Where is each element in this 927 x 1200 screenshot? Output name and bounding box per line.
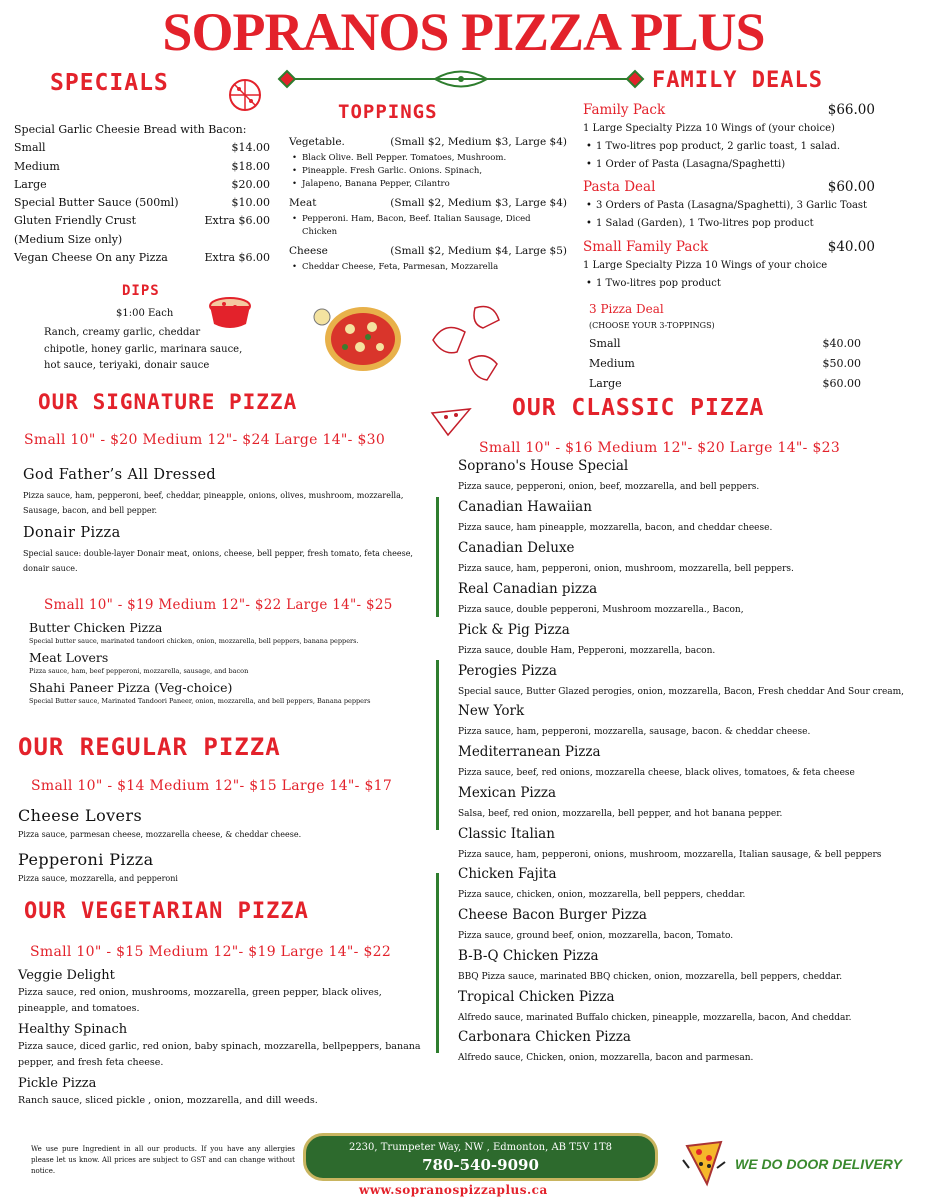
pizza-slice-sketch-icon (430, 407, 472, 437)
pizza-name: Mediterranean Pizza (458, 744, 601, 760)
pizza-illustration (310, 297, 410, 377)
pizza-name: Cheese Bacon Burger Pizza (458, 907, 647, 923)
vegetarian-items (18, 966, 423, 1109)
vegetarian-prices: Small 10" - $15 Medium 12"- $19 Large 14"- $22 (30, 944, 392, 960)
classic-items (458, 457, 913, 1069)
pizza-desc: Pizza sauce, ham, pepperoni, beef, cheddar, pineapple, onions, olives, mushroom, mozzarella, Sausage, bacon, and bell pepper. (23, 491, 404, 515)
deal-header: Family Pack $66.00 (583, 102, 875, 118)
pizza-name: Pepperoni Pizza (18, 850, 154, 869)
pizza-desc: Pizza sauce, ham, beef pepperoni, mozzarella, sausage, and bacon (29, 667, 249, 675)
door-delivery-label: WE DO DOOR DELIVERY (735, 1156, 902, 1172)
pizza-name: Cheese Lovers (18, 806, 143, 825)
pizza-name: Veggie Delight (18, 968, 115, 983)
regular-heading: OUR REGULAR PIZZA (18, 733, 281, 761)
specials-heading: SPECIALS (50, 70, 169, 96)
pizza-name: Healthy Spinach (18, 1022, 128, 1037)
signature-items-1 (23, 465, 428, 576)
pizza-name: Canadian Hawaiian (458, 499, 592, 515)
pizza-desc: Pizza sauce, mozzarella, and pepperoni (18, 874, 178, 883)
specials-row: Small $14.00 (14, 141, 270, 155)
pizza-slices-icon (227, 77, 263, 113)
pizza-desc: Pizza sauce, ham, pepperoni, onions, mushroom, mozzarella, Italian sausage, & bell peppers (458, 850, 882, 860)
pizza-desc: Pizza sauce, double Ham, Pepperoni, mozzarella, bacon. (458, 646, 716, 656)
website-link[interactable]: www.sopranospizzaplus.ca (359, 1183, 548, 1197)
pizza-name: Classic Italian (458, 826, 555, 842)
pizza-desc: Pizza sauce, ham, pepperoni, onion, mushroom, mozzarella, bell peppers. (458, 564, 794, 574)
pizza-desc: Alfredo sauce, marinated Buffalo chicken, pineapple, mozzarella, bacon, And cheddar. (458, 1013, 852, 1023)
green-divider (436, 497, 439, 617)
green-divider (436, 660, 439, 830)
deal-row: Small $40.00 (589, 337, 861, 350)
pizza-name: Carbonara Chicken Pizza (458, 1029, 631, 1045)
pizza-name: Shahi Paneer Pizza (Veg-choice) (29, 680, 233, 695)
pizza-name: Pick & Pig Pizza (458, 622, 570, 638)
classic-prices: Small 10" - $16 Medium 12"- $20 Large 14"- $23 (479, 440, 841, 456)
address-banner (303, 1133, 658, 1181)
signature-items-2 (29, 619, 429, 706)
specials-intro: Special Garlic Cheesie Bread with Bacon: (14, 123, 247, 136)
deal-row: Large $60.00 (589, 377, 861, 390)
specials-list (14, 121, 270, 267)
allergy-disclaimer: We use pure Ingredient in all our products. If you have any allergies please let us know. All prices are subject to GST and can change without notice. (31, 1145, 295, 1175)
green-divider (436, 873, 439, 1053)
pizza-desc: Special Butter sauce, Marinated Tandoori Paneer, onion, mozzarella, and bell peppers, Banana peppers (29, 697, 371, 705)
dips-list: Ranch, creamy garlic, cheddar chipotle, honey garlic, marinara sauce, hot sauce, teriyaki, donair sauce (44, 327, 243, 371)
ornament-divider (275, 64, 647, 94)
brand-title: SOPRANOS PIZZA PLUS (162, 2, 765, 62)
pizza-desc: Alfredo sauce, Chicken, onion, mozzarella, bacon and parmesan. (458, 1053, 754, 1063)
family-deals-heading: FAMILY DEALS (652, 68, 823, 93)
deal-header: Pasta Deal $60.00 (583, 179, 875, 195)
pizza-name: Donair Pizza (23, 525, 121, 541)
toppings-list: Vegetable. (Small $2, Medium $3, Large $4) • Black Olive. Bell Pepper. Tomatoes, Mushroom. • Pineapple. Fresh Garlic. Onions. Spinach, • Jalapeno, Banana Pepper, Cilantro Meat (Small $2, Medium $3, Large $4) • Pepperoni. Ham, Bacon, Beef. Italian Sausage, Diced Chicken Cheese (Small $2, Medium $4, Large $5) • Cheddar Cheese, Feta, Parmesan, Mozzarella (289, 135, 567, 274)
pizza-desc: Special sauce, Butter Glazed perogies, onion, mozzarella, Bacon, Fresh cheddar And Sour cream, (458, 687, 905, 697)
pizza-name: Real Canadian pizza (458, 581, 598, 597)
specials-row: Gluten Friendly Crust Extra $6.00 (14, 214, 270, 228)
specials-row: (Medium Size only) (14, 232, 123, 246)
pizza-desc: Pizza sauce, diced garlic, red onion, baby spinach, mozzarella, bellpeppers, banana pepper, and fresh feta cheese. (18, 1041, 421, 1068)
pizza-name: New York (458, 703, 525, 719)
topping-group-header: Vegetable. (Small $2, Medium $3, Large $4) (289, 136, 567, 148)
dips-price: $1:00 Each (116, 308, 174, 319)
three-pizza-deal: 3 Pizza Deal (CHOOSE YOUR 3-TOPPINGS) Small $40.00 Medium $50.00 Large $60.00 (589, 301, 861, 394)
signature-prices-1: Small 10" - $20 Medium 12"- $24 Large 14"- $30 (24, 432, 386, 448)
pizza-desc: Pizza sauce, ham pineapple, mozzarella, bacon, and cheddar cheese. (458, 523, 773, 533)
pizza-desc: Ranch sauce, sliced pickle , onion, mozzarella, and dill weeds. (18, 1095, 318, 1106)
regular-items (18, 805, 428, 887)
deal-header: Small Family Pack $40.00 (583, 239, 875, 255)
pizza-name: Soprano's House Special (458, 458, 629, 474)
classic-heading: OUR CLASSIC PIZZA (512, 395, 765, 421)
family-deals-list: Family Pack $66.00 1 Large Specialty Pizza 10 Wings of (your choice) • 1 Two-litres pop product, 2 garlic toast, 1 salad. • 1 Order of Pasta (Lasagna/Spaghetti) Pasta Deal $60.00 • 3 Orders of Pasta (Lasagna/Spaghetti), 3 Garlic Toast • 1 Salad (Garden), 1 Two-litres pop product Small Family Pack $40.00 1 Large Specialty Pizza 10 Wings of your choice • 1 Two-litres pop product (583, 100, 913, 293)
pizza-desc: Pizza sauce, ham, pepperoni, mozzarella, sausage, bacon. & cheddar cheese. (458, 727, 811, 737)
pizza-name: Canadian Deluxe (458, 540, 575, 556)
signature-prices-2: Small 10" - $19 Medium 12"- $22 Large 14"- $25 (44, 597, 393, 613)
address: 2230, Trumpeter Way, NW , Edmonton, AB T5V 1T8 (348, 1142, 613, 1153)
specials-row: Medium $18.00 (14, 159, 270, 173)
deal-row: Medium $50.00 (589, 357, 861, 370)
specials-row: Large $20.00 (14, 177, 270, 191)
specials-row: Vegan Cheese On any Pizza Extra $6.00 (14, 251, 270, 265)
mushroom-sketch-icon (425, 300, 515, 390)
pizza-desc: Pizza sauce, double pepperoni, Mushroom mozzarella., Bacon, (458, 605, 744, 615)
topping-group-header: Cheese (Small $2, Medium $4, Large $5) (289, 245, 567, 257)
pizza-name: Butter Chicken Pizza (29, 620, 163, 635)
pizza-desc: Pizza sauce, pepperoni, onion, beef, mozzarella, and bell peppers. (458, 482, 760, 492)
pizza-desc: BBQ Pizza sauce, marinated BBQ chicken, onion, mozzarella, bell peppers, cheddar. (458, 972, 843, 982)
specials-row: Special Butter Sauce (500ml) $10.00 (14, 196, 270, 210)
topping-group-header: Meat (Small $2, Medium $3, Large $4) (289, 197, 567, 209)
pizza-desc: Pizza sauce, chicken, onion, mozzarella, bell peppers, cheddar. (458, 890, 746, 900)
pizza-desc: Special butter sauce, marinated tandoori chicken, onion, mozzarella, bell peppers, banana peppers. (29, 637, 359, 645)
pizza-desc: Pizza sauce, ground beef, onion, mozzarella, bacon, Tomato. (458, 931, 734, 941)
pizza-name: Tropical Chicken Pizza (458, 989, 615, 1005)
regular-prices: Small 10" - $14 Medium 12"- $15 Large 14"- $17 (31, 778, 393, 794)
vegetarian-heading: OUR VEGETARIAN PIZZA (24, 899, 309, 924)
pizza-name: Pickle Pizza (18, 1076, 97, 1091)
pizza-desc: Pizza sauce, parmesan cheese, mozzarella cheese, & cheddar cheese. (18, 830, 302, 839)
pizza-name: God Father’s All Dressed (23, 467, 217, 483)
pizza-desc: Pizza sauce, red onion, mushrooms, mozzarella, green pepper, black olives, pineapple, and tomatoes. (18, 987, 382, 1014)
pizza-desc: Pizza sauce, beef, red onions, mozzarella cheese, black olives, tomatoes, & feta cheese (458, 768, 855, 778)
pizza-name: Chicken Fajita (458, 866, 557, 882)
pizza-name: Perogies Pizza (458, 663, 557, 679)
pizza-name: Mexican Pizza (458, 785, 557, 801)
pizza-name: B-B-Q Chicken Pizza (458, 948, 599, 964)
pizza-desc: Special sauce: double-layer Donair meat, onions, cheese, bell pepper, fresh tomato, feta cheese, donair sauce. (23, 549, 413, 573)
pizza-mascot-icon (681, 1138, 727, 1190)
pizza-desc: Salsa, beef, red onion, mozzarella, bell pepper, and hot banana pepper. (458, 809, 783, 819)
pizza-name: Meat Lovers (29, 650, 109, 665)
signature-heading: OUR SIGNATURE PIZZA (38, 390, 298, 414)
phone-number[interactable]: 780-540-9090 (422, 1156, 539, 1174)
toppings-heading: TOPPINGS (338, 101, 438, 123)
dips-heading: DIPS (122, 283, 160, 299)
